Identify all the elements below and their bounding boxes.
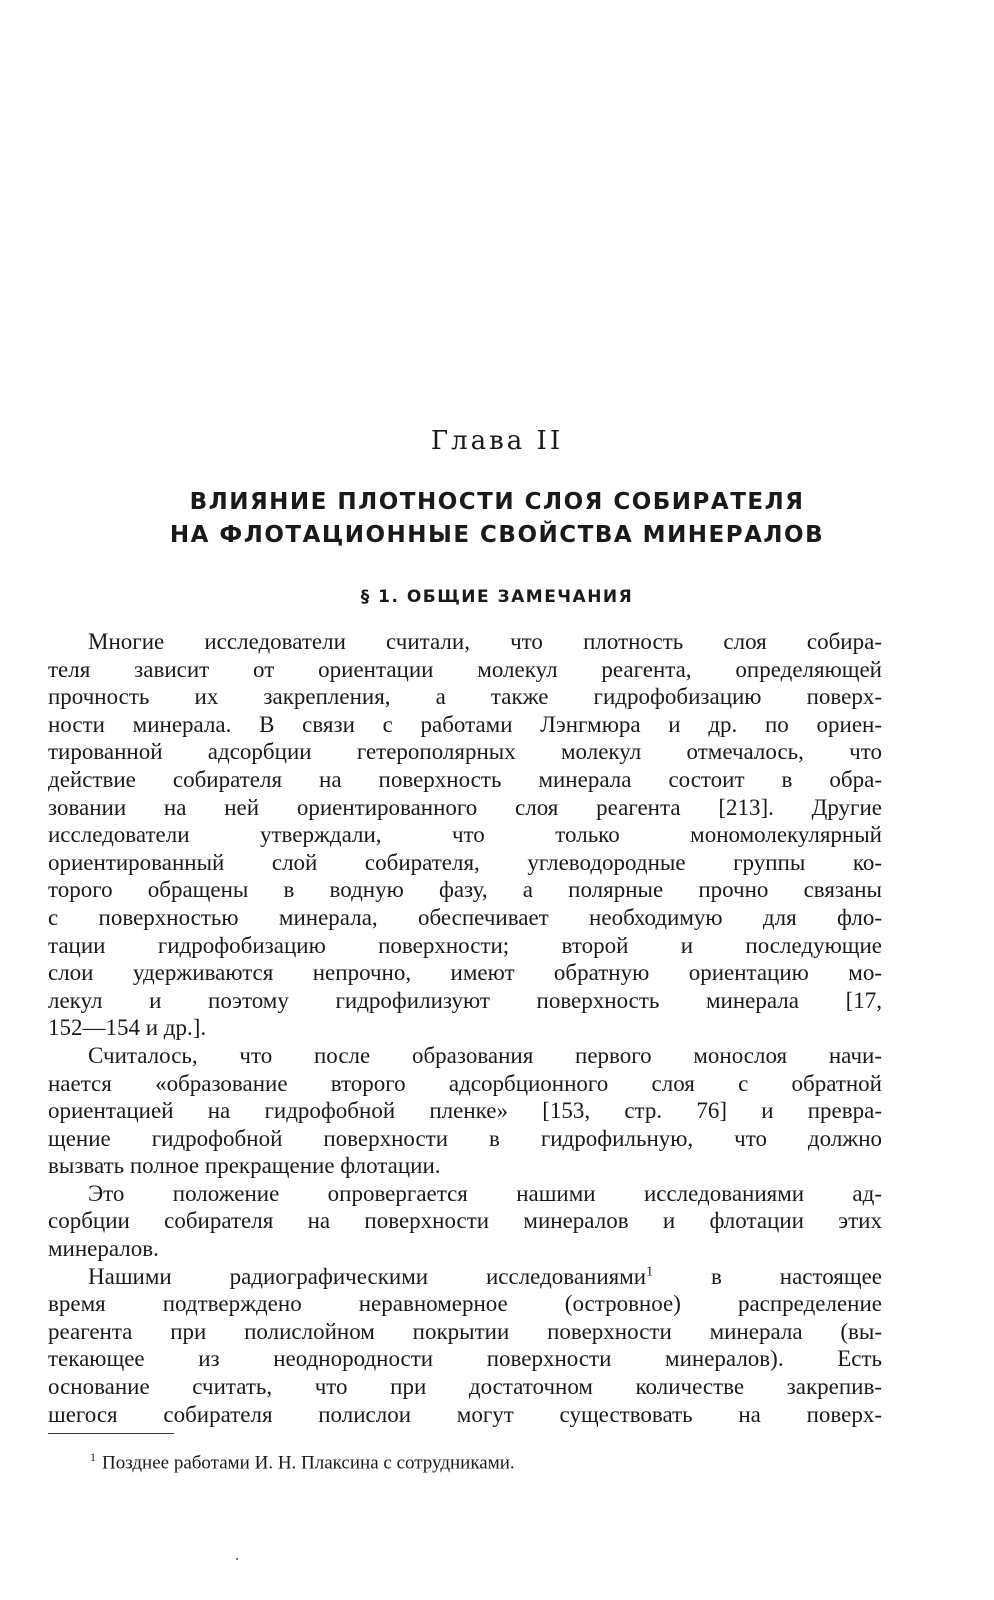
text-line: с поверхностью минерала, обеспечивает необходимую для фло- [48, 904, 882, 930]
text-line: слои удерживаются непрочно, имеют обратную ориентацию мо- [48, 960, 882, 986]
footnote-mark: 1 [90, 1450, 96, 1464]
chapter-heading: Глава II [430, 426, 564, 456]
text-line: теля зависит от ориентации молекул реагента, определяющей [48, 656, 882, 682]
text-line [48, 1263, 882, 1291]
chapter-title [0, 486, 994, 552]
footnote-text: Позднее работами И. Н. Плаксина с сотрудниками. [102, 1452, 515, 1474]
text-line: ности минерала. В связи с работами Лэнгмюра и др. по ориен- [48, 711, 882, 737]
text-line: щение гидрофобной поверхности в гидрофильную, что должно [48, 1125, 882, 1151]
text-line: основание считать, что при достаточном количестве закрепив- [48, 1374, 882, 1400]
text-fragment: Нашими радиографическими исследованиями [88, 1263, 647, 1289]
text-line: 152—154 и др.]. [48, 1015, 207, 1041]
text-line: сорбции собирателя на поверхности минералов и флотации этих [48, 1208, 882, 1234]
section-heading: § 1. ОБЩИЕ ЗАМЕЧАНИЯ [360, 587, 634, 607]
text-line: прочность их закрепления, а также гидрофобизацию поверх- [48, 684, 882, 710]
text-line: время подтверждено неравномерное (островное) распределение [48, 1291, 882, 1317]
text-line: Это положение опровергается нашими исследованиями ад- [88, 1180, 882, 1206]
text-line: шегося собирателя полислои могут существовать на поверх- [48, 1401, 882, 1427]
chapter-title-line: ВЛИЯНИЕ ПЛОТНОСТИ СЛОЯ СОБИРАТЕЛЯ [189, 489, 805, 515]
body-text [48, 628, 882, 1428]
footnote-divider [48, 1433, 174, 1434]
chapter-title-line: НА ФЛОТАЦИОННЫЕ СВОЙСТВА МИНЕРАЛОВ [169, 522, 825, 548]
text-line: лекул и поэтому гидрофилизуют поверхность минерала [17, [48, 987, 882, 1013]
text-line: Считалось, что после образования первого монослоя начи- [88, 1042, 882, 1068]
text-line: торого обращены в водную фазу, а полярные прочно связаны [48, 877, 882, 903]
print-speck [236, 1558, 238, 1560]
text-line: зовании на ней ориентированного слоя реагента [213]. Другие [48, 794, 882, 820]
text-line: исследователи утверждали, что только мономолекулярный [48, 822, 882, 848]
text-line: ориентированный слой собирателя, углеводородные группы ко- [48, 849, 882, 875]
text-line: нается «образование второго адсорбционного слоя с обратной [48, 1070, 882, 1096]
text-line: Многие исследователи считали, что плотность слоя собира- [88, 629, 882, 654]
text-line: минералов. [48, 1236, 159, 1262]
text-line: реагента при полислойном покрытии поверхности минерала (вы- [48, 1318, 882, 1344]
text-line: вызвать полное прекращение флотации. [48, 1153, 441, 1179]
text-line: тированной адсорбции гетерополярных молекул отмечалось, что [48, 739, 882, 765]
text-fragment: в настоящее [711, 1263, 883, 1289]
text-line: ориентацией на гидрофобной пленке» [153, стр. 76] и превра- [48, 1098, 882, 1124]
footnote [90, 1450, 890, 1474]
text-line: текающее из неоднородности поверхности минералов). Есть [48, 1346, 882, 1372]
text-line: действие собирателя на поверхность минерала состоит в обра- [48, 766, 882, 792]
footnote-reference: 1 [646, 1264, 654, 1279]
text-line: тации гидрофобизацию поверхности; второй и последующие [48, 932, 882, 958]
